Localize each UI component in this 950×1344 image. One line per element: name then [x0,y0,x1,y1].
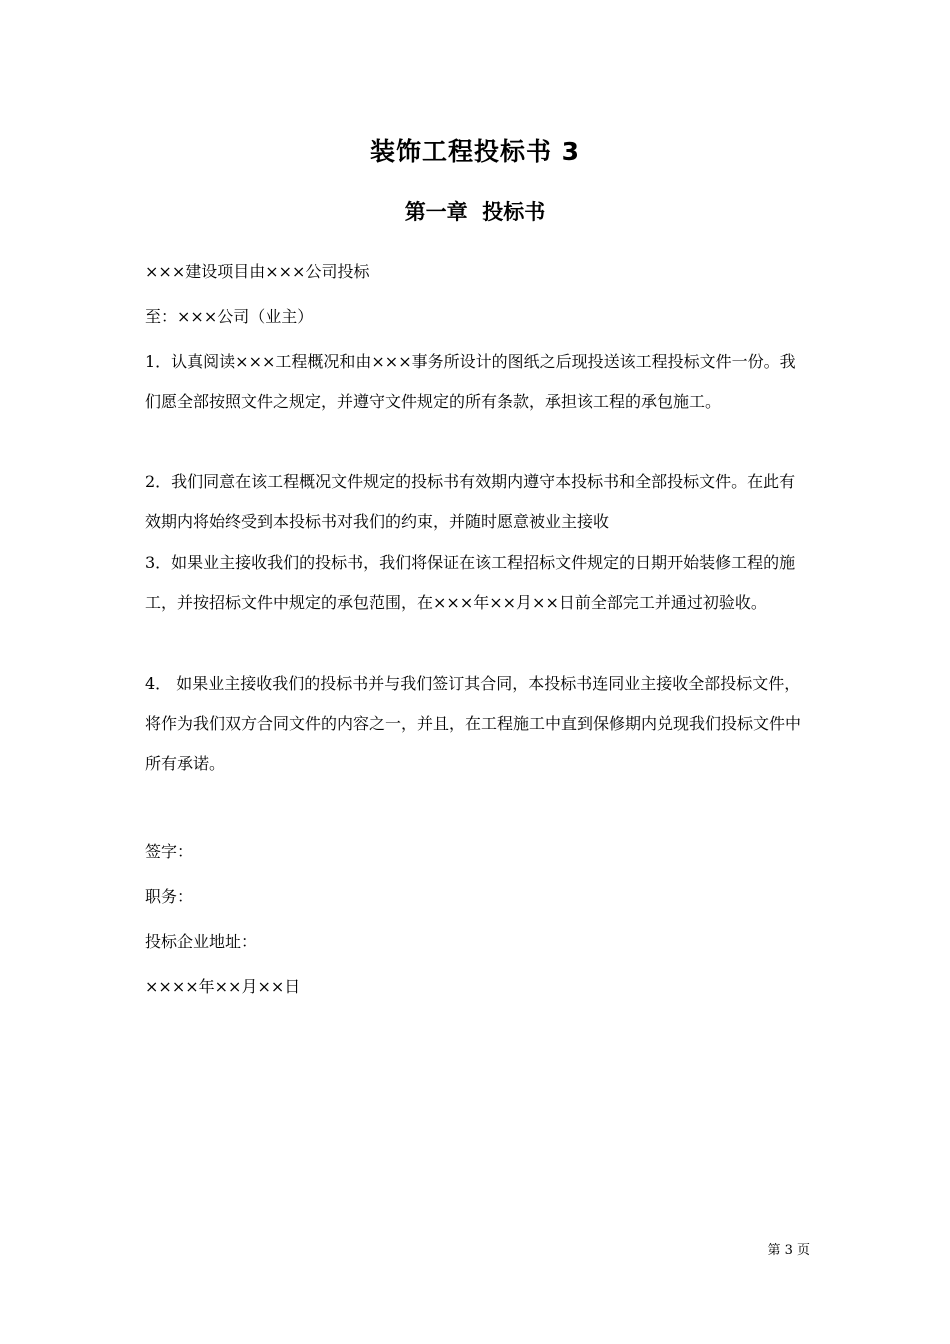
paragraph-2: 2．我们同意在该工程概况文件规定的投标书有效期内遵守本投标书和全部投标文件。在此有效期内将始终受到本投标书对我们的约束，并随时愿意被业主接收 [145,472,796,531]
paragraph-3: 3．如果业主接收我们的投标书，我们将保证在该工程招标文件规定的日期开始装修工程的施工，并按招标文件中规定的承包范围，在×××年××月××日前全部完工并通过初验收。 [145,553,796,612]
document-title: 装饰工程投标书 3 [369,137,581,166]
chapter-heading: 第一章 投标书 [404,200,546,224]
paragraph-4: 4． 如果业主接收我们的投标书并与我们签订其合同，本投标书连同业主接收全部投标文件，将作为我们双方合同文件的内容之一，并且，在工程施工中直到保修期内兑现我们投标文件中所有承诺。 [145,674,802,773]
signature-label: 签字： [145,842,194,861]
project-line: ×××建设项目由×××公司投标 [145,262,370,281]
paragraph-1: 1．认真阅读×××工程概况和由×××事务所设计的图纸之后现投送该工程投标文件一份。我们愿全部按照文件之规定，并遵守文件规定的所有条款，承担该工程的承包施工。 [145,352,796,411]
position-label: 职务： [145,887,194,906]
address-label: 投标企业地址： [145,932,258,951]
date-line: ××××年××月××日 [145,977,301,996]
page-number: 第 3 页 [767,1243,810,1258]
recipient-line: 至：×××公司（业主） [145,307,314,326]
